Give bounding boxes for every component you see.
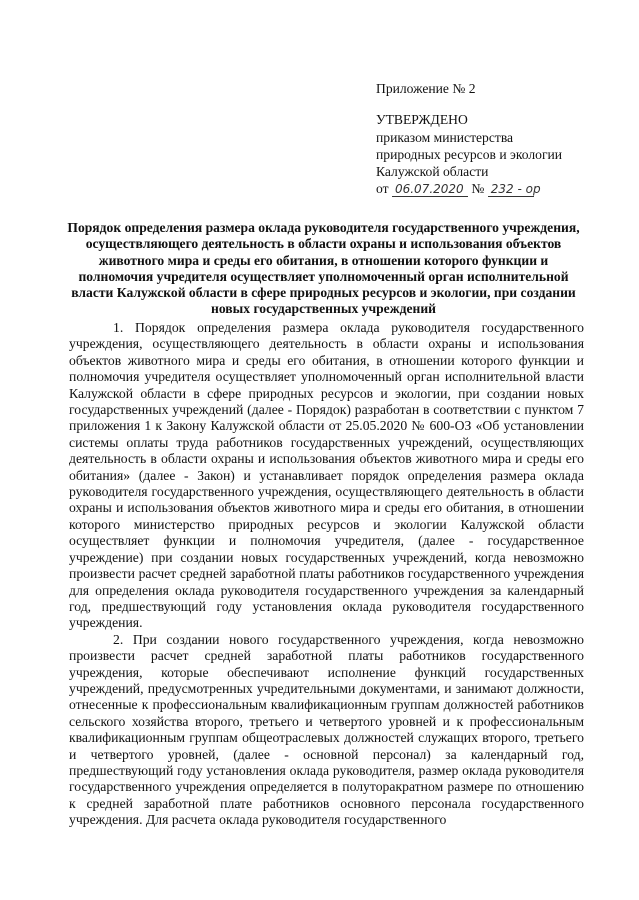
paragraph: 1. Порядок определения размера оклада руководителя государственного учреждения, осуществляющего деятельность в области охраны и использования объектов животного мира и среды его обитания, в отношении которого функции и полномочия учредителя осуществляет уполномоченный орган исполнительной власти Калужской области в сфере природных ресурсов и экологии, при создании новых государственных учреждений (далее - Порядок) разработан в соответствии с пунктом 7 приложения 1 к Закону Калужской области от 25.05.2020 № 600-ОЗ «Об установлении системы оплаты труда работников государственных учреждений, осуществляющих деятельность в области охраны и использования объектов животного мира и среды его обитания» (далее - Закон) и устанавливает порядок определения размера оклада руководителя государственного учреждения, осуществляющего деятельность в области охраны и использования объектов животного мира и среды его обитания, в отношении которого министерство природных ресурсов и экологии Калужской области осуществляет функции и полномочия учредителя, (далее - государственное учреждение) при создании новых государственных учреждений, когда невозможно произвести расчет средней заработной платы работников государственного учреждения для определения оклада руководителя государственного учреждения за календарный год, предшествующий году установления оклада руководителя государственного учреждения. — [69, 320, 584, 631]
approved-label: УТВЕРЖДЕНО — [376, 112, 468, 127]
appendix-label: Приложение № 2 — [376, 81, 476, 96]
approval-block — [376, 80, 616, 197]
order-prefix: от — [376, 181, 389, 196]
paragraph: 2. При создании нового государственного учреждения, когда невозможно произвести расчет средней заработной платы работников государственного учреждения, которые обеспечивают исполнение функций государственных учреждений, предусмотренных учредительными документами, и занимают должности, отнесенные к профессиональным квалификационным группам должностей работников сельского хозяйства второго, третьего и четвертого уровней и к профессиональным квалификационным группам общеотраслевых должностей служащих второго, третьего и четвертого уровней, (далее - основной персонал) за календарный год, предшествующий году установления оклада руководителя, размер оклада руководителя государственного учреждения определяется в полуторакратном размере по отношению к средней заработной плате работников основного персонала государственного учреждения. Для расчета оклада руководителя государственного — [69, 631, 584, 828]
approval-line: приказом министерства — [376, 130, 514, 145]
order-number: 232 - ор — [488, 182, 534, 197]
document-body — [69, 320, 584, 829]
order-number-prefix: № — [471, 181, 485, 196]
order-date: 06.07.2020 — [392, 182, 468, 197]
approval-line: Калужской области — [376, 164, 489, 179]
document-title: Порядок определения размера оклада руководителя государственного учреждения, осуществляющего деятельность в области охраны и использования объектов животного мира и среды его обитания, в отношении которого функции и полномочия учредителя осуществляет уполномоченный орган исполнительной власти Калужской области в сфере природных ресурсов и экологии, при создании новых государственных учреждений — [67, 220, 580, 317]
order-reference — [376, 180, 616, 197]
approval-line: природных ресурсов и экологии — [376, 147, 563, 162]
